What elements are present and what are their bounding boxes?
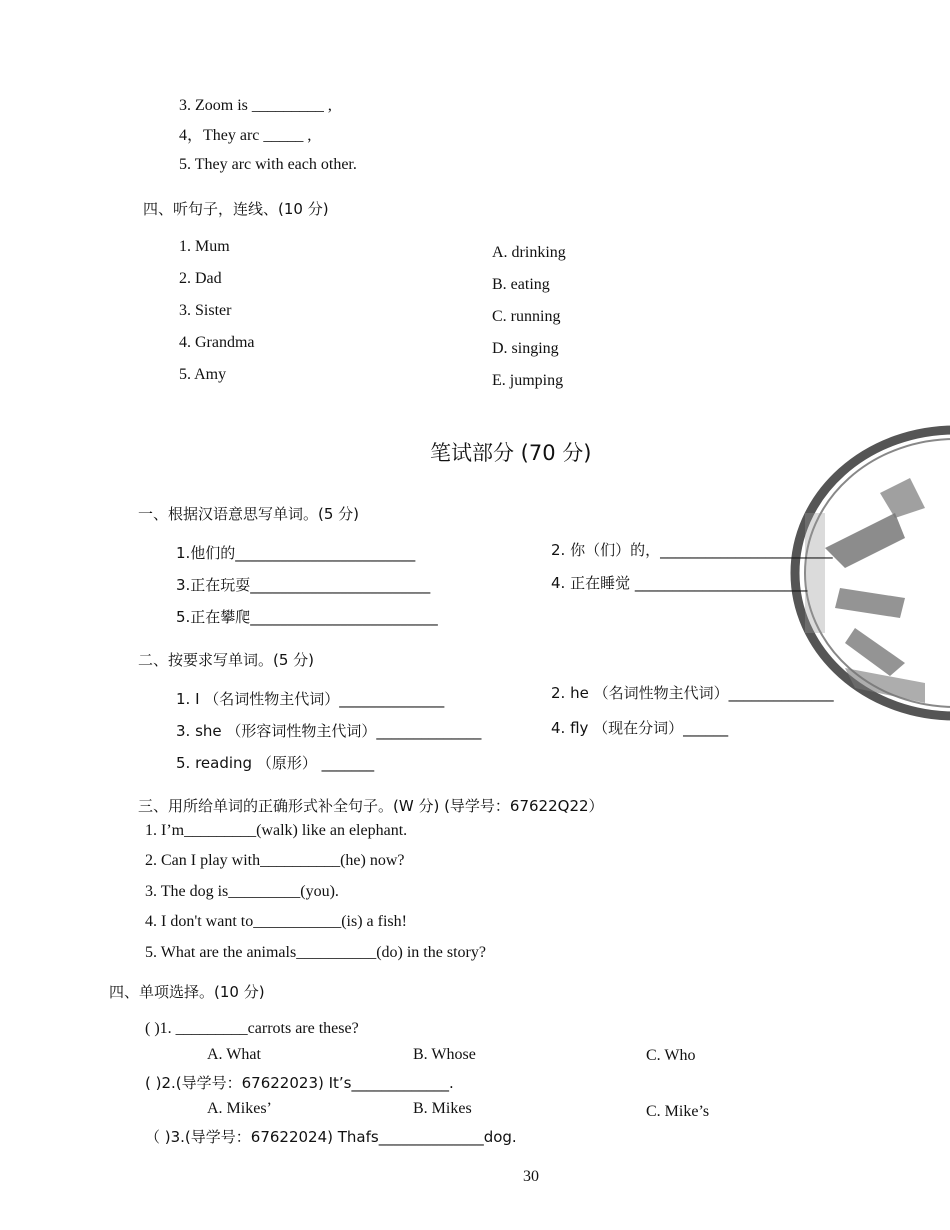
match-left-item: 3. Sister	[179, 302, 232, 319]
option-a: A. Mikes’	[207, 1100, 272, 1117]
match-left-item: 2. Dad	[179, 270, 222, 287]
section-heading: 三、用所给单词的正确形式补全句子。(W 分) (导学号：67622Q22）	[138, 797, 604, 815]
question-stem: ( )2.(导学号：67622023) It’s_____________.	[145, 1074, 454, 1092]
question-item: 4. 正在睡觉 _______________________	[551, 574, 808, 592]
section-heading: 四、听句子，连线、(10 分)	[143, 200, 329, 218]
question-item: 1. I （名词性物主代词）______________	[176, 690, 445, 708]
section-title: 笔试部分 (70 分)	[430, 441, 592, 465]
question-item: 4. I don't want to___________(is) a fish!	[145, 913, 407, 930]
section-heading: 二、按要求写单词。(5 分)	[138, 651, 315, 669]
question-stem: （ )3.(导学号：67622024) Thafs______________dog.	[145, 1128, 517, 1146]
option-c: C. Who	[646, 1047, 696, 1064]
option-c: C. Mike’s	[646, 1103, 710, 1120]
question-item: 2. Can I play with__________(he) now?	[145, 852, 405, 869]
option-a: A. What	[207, 1046, 261, 1063]
fill-item-5: 5. They arc with each other.	[179, 156, 357, 173]
question-stem: ( )1. _________carrots are these?	[145, 1020, 359, 1037]
option-b: B. Whose	[413, 1046, 476, 1063]
fill-item-3: 3. Zoom is _________ ,	[179, 97, 332, 114]
match-right-item: C. running	[492, 308, 561, 325]
seal-stamp	[785, 418, 950, 728]
question-item: 3. she （形容词性物主代词）______________	[176, 722, 482, 740]
question-item: 3.正在玩耍________________________	[176, 576, 431, 594]
page-number: 30	[523, 1168, 539, 1185]
question-item: 1.他们的________________________	[176, 544, 416, 562]
match-left-item: 1. Mum	[179, 238, 230, 255]
match-right-item: B. eating	[492, 276, 550, 293]
question-item: 1. I’m_________(walk) like an elephant.	[145, 822, 408, 839]
question-item: 3. The dog is_________(you).	[145, 883, 339, 900]
option-b: B. Mikes	[413, 1100, 472, 1117]
question-item: 5.正在攀爬_________________________	[176, 608, 438, 626]
question-item: 2. 你（们）的，_______________________	[551, 541, 833, 559]
match-right-item: A. drinking	[492, 244, 566, 261]
question-item: 5. What are the animals__________(do) in the story?	[145, 944, 486, 961]
question-item: 2. he （名词性物主代词）______________	[551, 684, 834, 702]
section-heading: 四、单项选择。(10 分)	[109, 983, 265, 1001]
question-item: 4. fly （现在分词）______	[551, 719, 729, 737]
match-right-item: D. singing	[492, 340, 559, 357]
section-heading: 一、根据汉语意思写单词。(5 分)	[138, 505, 360, 523]
question-item: 5. reading （原形） _______	[176, 754, 375, 772]
match-left-item: 5. Amy	[179, 366, 227, 383]
match-left-item: 4. Grandma	[179, 334, 255, 351]
fill-item-4: 4，They arc _____ ,	[179, 127, 312, 144]
match-right-item: E. jumping	[492, 372, 564, 389]
